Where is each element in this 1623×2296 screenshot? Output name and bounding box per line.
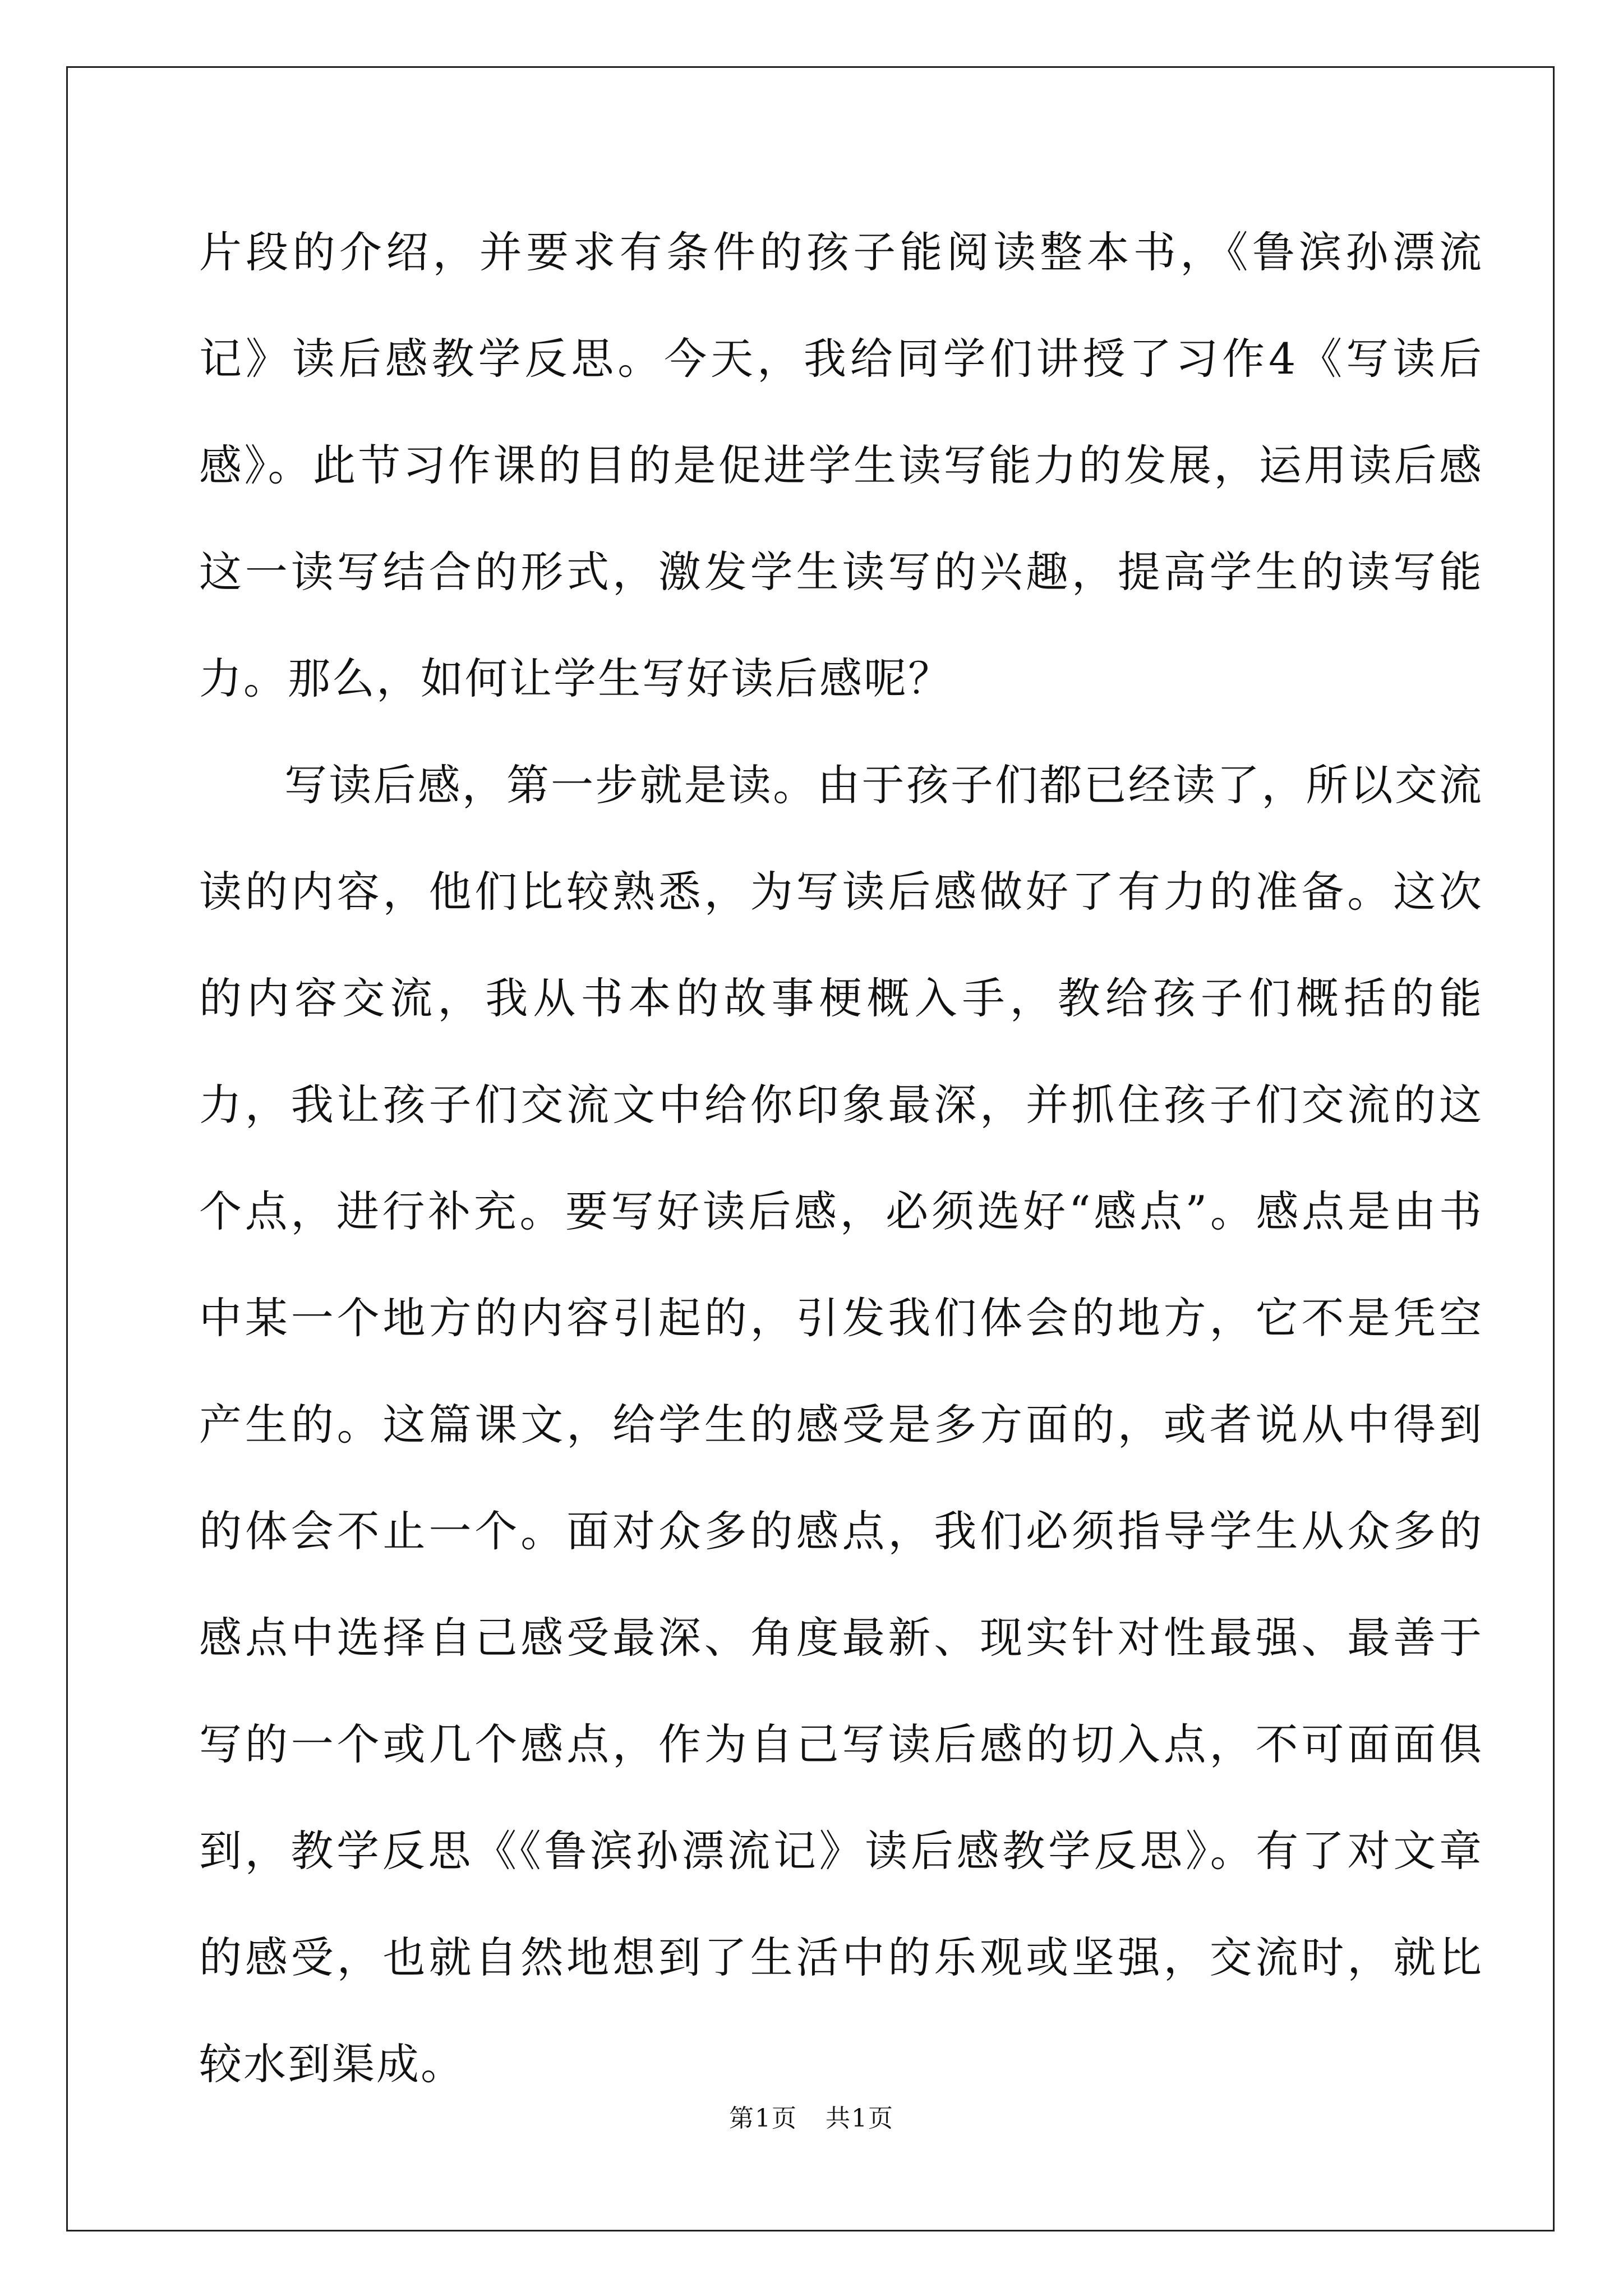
page-number: 第1页	[729, 2104, 797, 2133]
page-footer	[0, 2098, 1623, 2134]
paragraph-2: 写读后感，第一步就是读。由于孩子们都已经读了，所以交流读的内容，他们比较熟悉，为写读后感做好了有力的准备。这次的内容交流，我从书本的故事梗概入手，教给孩子们概括的能力，我让孩子们交流文中给你印象最深，并抓住孩子们交流的这个点，进行补充。要写好读后感，必须选好“感点”。感点是由书中某一个地方的内容引起的，引发我们体会的地方，它不是凭空产生的。这篇课文，给学生的感受是多方面的，或者说从中得到的体会不止一个。面对众多的感点，我们必须指导学生从众多的感点中选择自己感受最深、角度最新、现实针对性最强、最善于写的一个或几个感点，作为自己写读后感的切入点，不可面面俱到，教学反思《《鲁滨孙漂流记》读后感教学反思》。有了对文章的感受，也就自然地想到了生活中的乐观或坚强，交流时，就比较水到渠成。	[199, 760, 1483, 2089]
page-total: 共1页	[826, 2104, 894, 2133]
document-body	[199, 199, 1483, 2118]
paragraph-1: 片段的介绍，并要求有条件的孩子能阅读整本书，《鲁滨孙漂流记》读后感教学反思。今天，我给同学们讲授了习作4《写读后感》。此节习作课的目的是促进学生读写能力的发展，运用读后感这一读写结合的形式，激发学生读写的兴趣，提高学生的读写能力。那么，如何让学生写好读后感呢？	[199, 227, 1483, 703]
